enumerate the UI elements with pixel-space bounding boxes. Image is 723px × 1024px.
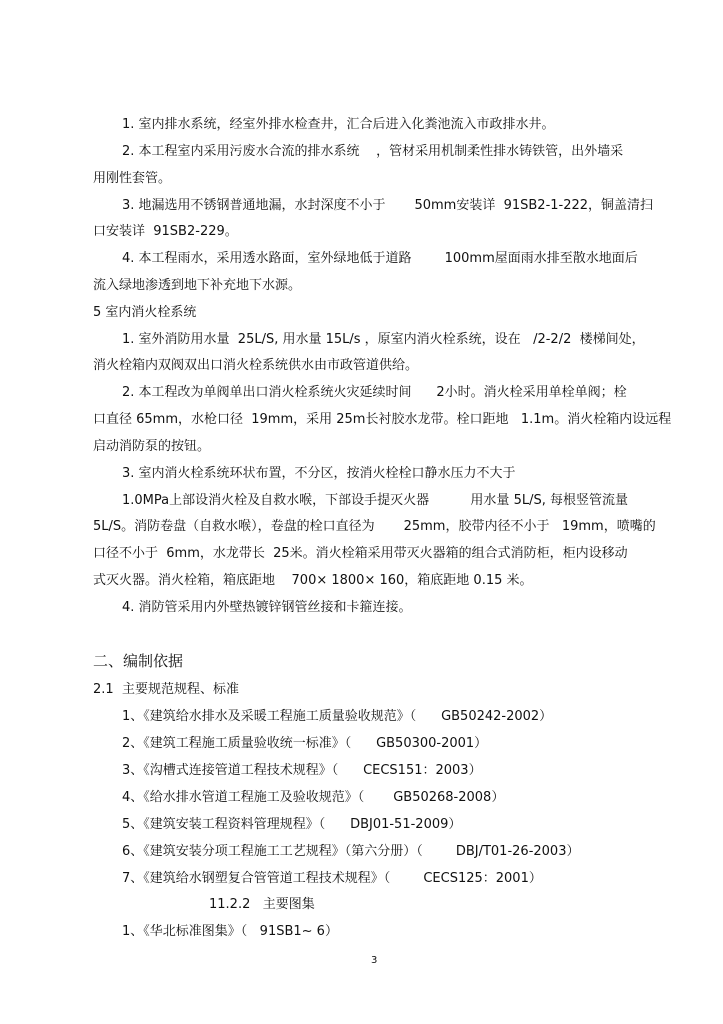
drainage-item-4: 4. 本工程雨水，采用透水路面，室外绿地低于道路 100mm屋面雨水排至散水地面后 [122,251,638,266]
drainage-item-1: 1. 室内排水系统，经室外排水检查井，汇合后进入化粪池流入市政排水井。 [122,117,555,132]
standard-item-5: 5、《建筑安装工程资料管理规程》（ DBJ01-51-2009） [122,817,462,832]
standard-item-6: 6、《建筑安装分项工程施工工艺规程》（第六分册）（ DBJ/T01-26-2003） [122,844,580,859]
standard-item-1: 1、《建筑给水排水及采暖工程施工质量验收规范》（ GB50242-2002） [122,709,553,724]
drainage-item-3: 3. 地漏选用不锈钢普通地漏，水封深度不小于 50mm安装详 91SB2-1-222，铜盖清扫 [122,198,654,213]
standard-item-2: 2、《建筑工程施工质量验收统一标准》（ GB50300-2001） [122,736,488,751]
hydrant-item-2: 2. 本工程改为单阀单出口消火栓系统火灾延续时间 2小时。消火栓采用单栓单阀；栓 [122,385,627,400]
standard-item-3: 3、《沟槽式连接管道工程技术规程》（ CECS151：2003） [122,763,482,778]
standard-item-7: 7、《建筑给水钢塑复合管管道工程技术规程》（ CECS125：2001） [122,871,542,886]
standard-item-4: 4、《给水排水管道工程施工及验收规范》（ GB50268-2008） [122,790,505,805]
hydrant-item-2-cont-2: 启动消防泵的按钮。 [93,439,211,454]
hydrant-item-3-cont-3: 口径不小于 6mm，水龙带长 25米。消火栓箱采用带灭火器箱的组合式消防柜，柜内设移动 [93,546,628,561]
drainage-item-3-cont: 口安装详 91SB2-229。 [93,224,238,239]
hydrant-item-2-cont-1: 口直径 65mm，水枪口径 19mm，采用 25m长衬胶水龙带。栓口距地 1.1m。消火栓箱内设远程 [93,412,672,427]
hydrant-item-1-cont: 消火栓箱内双阀双出口消火栓系统供水由市政管道供给。 [93,358,419,373]
atlas-item-1: 1、《华北标准图集》（ 91SB1~ 6） [122,924,338,939]
hydrant-item-3-cont-4: 式灭火器。消火栓箱，箱底距地 700× 1800× 160，箱底距地 0.15 米。 [93,573,533,588]
subsection-2-1-heading: 2.1 主要规范规程、标准 [93,682,239,697]
subsection-11-2-2-heading: 11.2.2 主要图集 [209,897,315,912]
section-heading-basis: 二、编制依据 [93,652,184,670]
hydrant-item-3: 3. 室内消火栓系统环状布置，不分区，按消火栓栓口静水压力不大于 [122,466,516,481]
hydrant-section-heading: 5 室内消火栓系统 [93,305,197,320]
hydrant-item-3-cont-2: 5L/S。消防卷盘（自救水喉），卷盘的栓口直径为 25mm，胶带内径不小于 19mm，喷嘴的 [93,519,656,534]
hydrant-item-3-cont-1: 1.0MPa上部设消火栓及自救水喉，下部设手提灭火器 用水量 5L/S, 每根竖管流量 [122,493,628,508]
drainage-item-4-cont: 流入绿地渗透到地下补充地下水源。 [93,278,302,293]
drainage-item-2: 2. 本工程室内采用污废水合流的排水系统 ，管材采用机制柔性排水铸铁管，出外墙采 [122,144,624,159]
drainage-item-2-cont: 用刚性套管。 [93,171,172,186]
page-number: 3 [371,955,378,966]
hydrant-item-1: 1. 室外消防用水量 25L/S, 用水量 15L/s ，原室内消火栓系统，设在 /2-2/2 楼梯间处， [122,332,645,347]
hydrant-item-4: 4. 消防管采用内外壁热镀锌钢管丝接和卡箍连接。 [122,600,412,615]
